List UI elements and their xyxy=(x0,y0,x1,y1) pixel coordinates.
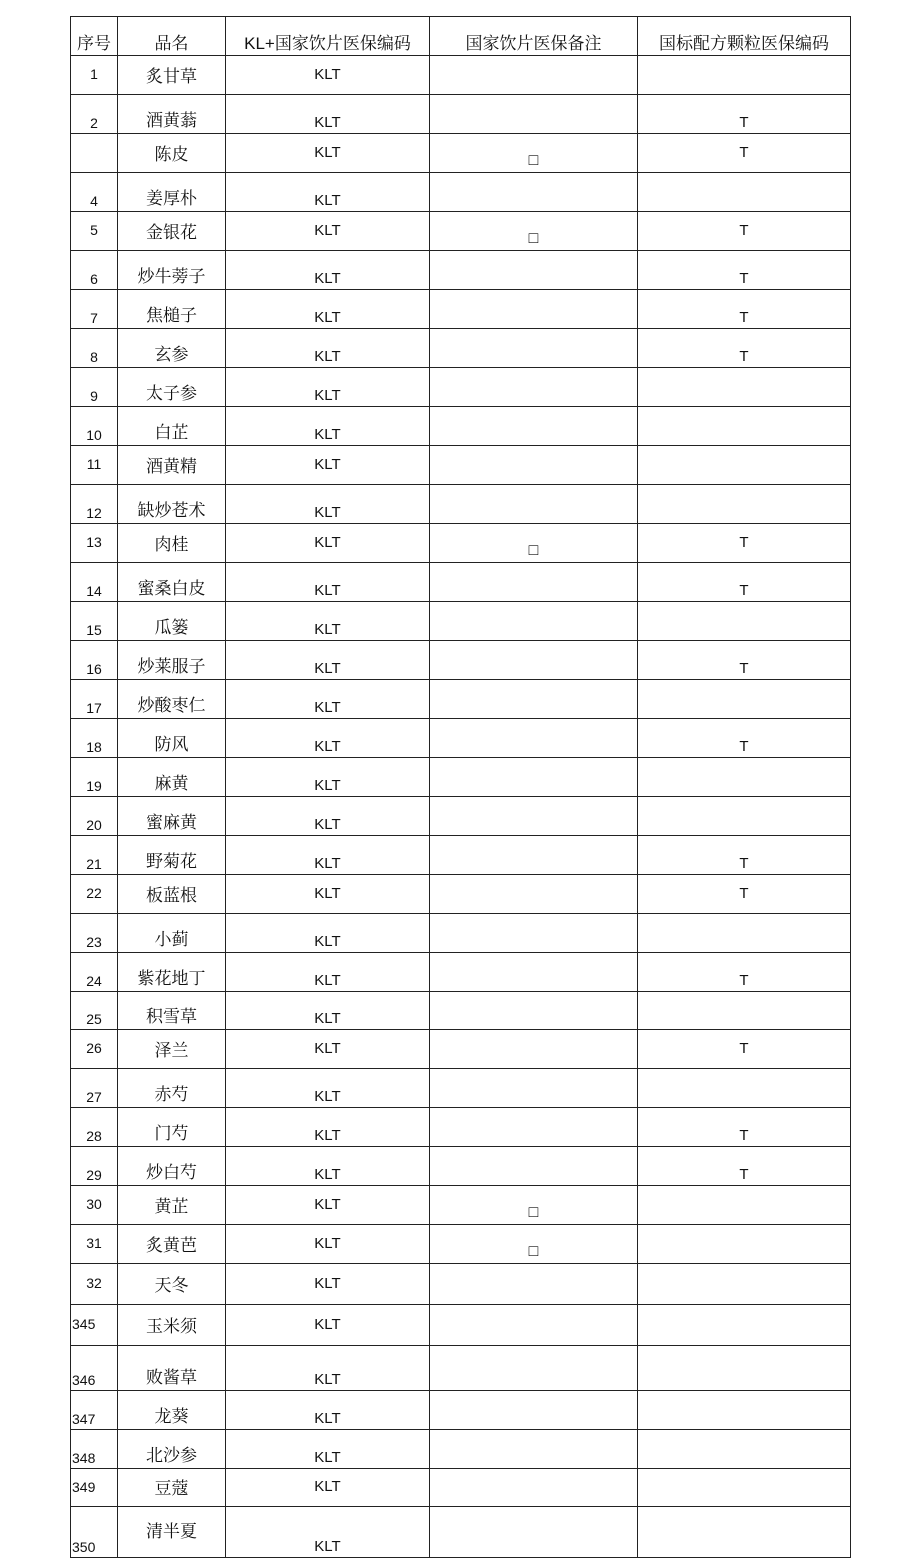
remark-cell xyxy=(430,992,638,1030)
seq-cell: 9 xyxy=(71,368,118,407)
name-cell: 炒莱服子 xyxy=(118,641,226,680)
name-cell: 陈皮 xyxy=(118,134,226,173)
remark-cell xyxy=(430,953,638,992)
seq-cell: 13 xyxy=(71,524,118,563)
kl-code-cell: KLT xyxy=(226,680,430,719)
kl-code-cell: KLT xyxy=(226,1507,430,1558)
name-cell: 炒牛蒡子 xyxy=(118,251,226,290)
seq-cell: 10 xyxy=(71,407,118,446)
granule-code-cell xyxy=(638,1186,851,1225)
table-row xyxy=(71,1391,851,1430)
granule-code-cell: T xyxy=(638,953,851,992)
table-row xyxy=(71,1346,851,1391)
table-row xyxy=(71,1225,851,1264)
seq-cell: 349 xyxy=(71,1469,118,1507)
table-row xyxy=(71,836,851,875)
table-row xyxy=(71,719,851,758)
kl-code-cell: KLT xyxy=(226,212,430,251)
remark-cell xyxy=(430,563,638,602)
kl-code-cell: KLT xyxy=(226,875,430,914)
table-row xyxy=(71,446,851,485)
herb-medical-insurance-table xyxy=(70,16,851,1558)
name-cell: 小蓟 xyxy=(118,914,226,953)
kl-code-cell: KLT xyxy=(226,758,430,797)
name-cell: 蜜麻黄 xyxy=(118,797,226,836)
seq-cell: 6 xyxy=(71,251,118,290)
granule-code-cell xyxy=(638,758,851,797)
table-row xyxy=(71,329,851,368)
kl-code-cell: KLT xyxy=(226,329,430,368)
granule-code-cell: T xyxy=(638,212,851,251)
table-row xyxy=(71,1147,851,1186)
name-cell: 酒黄精 xyxy=(118,446,226,485)
table-row xyxy=(71,251,851,290)
header-row xyxy=(71,17,851,56)
kl-code-cell: KLT xyxy=(226,1264,430,1305)
seq-cell: 22 xyxy=(71,875,118,914)
kl-code-cell: KLT xyxy=(226,953,430,992)
kl-code-cell: KLT xyxy=(226,641,430,680)
kl-code-cell: KLT xyxy=(226,914,430,953)
table-row xyxy=(71,1430,851,1469)
remark-cell xyxy=(430,95,638,134)
name-cell: 酒黄蓊 xyxy=(118,95,226,134)
remark-cell xyxy=(430,407,638,446)
seq-cell: 32 xyxy=(71,1264,118,1305)
name-cell: 紫花地丁 xyxy=(118,953,226,992)
seq-cell: 2 xyxy=(71,95,118,134)
name-cell: 炒白芍 xyxy=(118,1147,226,1186)
header-name: 品名 xyxy=(118,17,226,56)
table-row xyxy=(71,914,851,953)
kl-code-cell: KLT xyxy=(226,1469,430,1507)
table-row xyxy=(71,797,851,836)
table-row xyxy=(71,641,851,680)
remark-cell xyxy=(430,1346,638,1391)
remark-cell xyxy=(430,1305,638,1346)
remark-cell: □ xyxy=(430,524,638,563)
name-cell: 蜜桑白皮 xyxy=(118,563,226,602)
seq-cell: 347 xyxy=(71,1391,118,1430)
remark-cell: □ xyxy=(430,1225,638,1264)
granule-code-cell: T xyxy=(638,251,851,290)
kl-code-cell: KLT xyxy=(226,524,430,563)
remark-cell xyxy=(430,1469,638,1507)
table-row xyxy=(71,1186,851,1225)
table-row xyxy=(71,875,851,914)
seq-cell: 346 xyxy=(71,1346,118,1391)
remark-cell xyxy=(430,485,638,524)
name-cell: 玄参 xyxy=(118,329,226,368)
granule-code-cell xyxy=(638,1391,851,1430)
table-row xyxy=(71,1469,851,1507)
table-row xyxy=(71,1305,851,1346)
name-cell: 焦槌子 xyxy=(118,290,226,329)
seq-cell: 21 xyxy=(71,836,118,875)
remark-cell: □ xyxy=(430,1186,638,1225)
header-seq: 序号 xyxy=(71,17,118,56)
name-cell: 缺炒苍术 xyxy=(118,485,226,524)
seq-cell: 348 xyxy=(71,1430,118,1469)
name-cell: 豆蔻 xyxy=(118,1469,226,1507)
granule-code-cell: T xyxy=(638,1030,851,1069)
table-row xyxy=(71,680,851,719)
header-granule-code: 国标配方颗粒医保编码 xyxy=(638,17,851,56)
name-cell: 积雪草 xyxy=(118,992,226,1030)
name-cell: 炙黄芭 xyxy=(118,1225,226,1264)
kl-code-cell: KLT xyxy=(226,1225,430,1264)
seq-cell: 19 xyxy=(71,758,118,797)
kl-code-cell: KLT xyxy=(226,290,430,329)
table-row xyxy=(71,56,851,95)
seq-cell: 30 xyxy=(71,1186,118,1225)
name-cell: 板蓝根 xyxy=(118,875,226,914)
kl-code-cell: KLT xyxy=(226,134,430,173)
granule-code-cell xyxy=(638,407,851,446)
kl-code-cell: KLT xyxy=(226,1346,430,1391)
seq-cell: 8 xyxy=(71,329,118,368)
table-row xyxy=(71,758,851,797)
granule-code-cell xyxy=(638,1305,851,1346)
name-cell: 败酱草 xyxy=(118,1346,226,1391)
kl-code-cell: KLT xyxy=(226,836,430,875)
table-row xyxy=(71,173,851,212)
kl-code-cell: KLT xyxy=(226,992,430,1030)
remark-cell xyxy=(430,1430,638,1469)
table-row xyxy=(71,1030,851,1069)
table-row xyxy=(71,212,851,251)
granule-code-cell xyxy=(638,56,851,95)
table-row xyxy=(71,95,851,134)
remark-cell xyxy=(430,56,638,95)
granule-code-cell: T xyxy=(638,641,851,680)
remark-cell xyxy=(430,719,638,758)
granule-code-cell xyxy=(638,1225,851,1264)
remark-cell xyxy=(430,680,638,719)
granule-code-cell xyxy=(638,602,851,641)
table-row xyxy=(71,134,851,173)
kl-code-cell: KLT xyxy=(226,797,430,836)
granule-code-cell: T xyxy=(638,95,851,134)
name-cell: 龙葵 xyxy=(118,1391,226,1430)
granule-code-cell xyxy=(638,1469,851,1507)
seq-cell: 24 xyxy=(71,953,118,992)
granule-code-cell: T xyxy=(638,563,851,602)
seq-cell: 29 xyxy=(71,1147,118,1186)
table-row xyxy=(71,602,851,641)
granule-code-cell: T xyxy=(638,1108,851,1147)
remark-cell: □ xyxy=(430,212,638,251)
kl-code-cell: KLT xyxy=(226,1305,430,1346)
seq-cell: 25 xyxy=(71,992,118,1030)
kl-code-cell: KLT xyxy=(226,1030,430,1069)
table-row xyxy=(71,524,851,563)
seq-cell: 31 xyxy=(71,1225,118,1264)
remark-cell xyxy=(430,329,638,368)
kl-code-cell: KLT xyxy=(226,56,430,95)
header-remark: 国家饮片医保备注 xyxy=(430,17,638,56)
name-cell: 白芷 xyxy=(118,407,226,446)
seq-cell: 23 xyxy=(71,914,118,953)
table-row xyxy=(71,953,851,992)
remark-cell xyxy=(430,1147,638,1186)
name-cell: 太子参 xyxy=(118,368,226,407)
granule-code-cell xyxy=(638,1430,851,1469)
kl-code-cell: KLT xyxy=(226,602,430,641)
kl-code-cell: KLT xyxy=(226,95,430,134)
granule-code-cell xyxy=(638,1069,851,1108)
granule-code-cell xyxy=(638,680,851,719)
table-row xyxy=(71,1069,851,1108)
kl-code-cell: KLT xyxy=(226,719,430,758)
granule-code-cell: T xyxy=(638,875,851,914)
remark-cell: □ xyxy=(430,134,638,173)
seq-cell: 17 xyxy=(71,680,118,719)
kl-code-cell: KLT xyxy=(226,1069,430,1108)
name-cell: 北沙参 xyxy=(118,1430,226,1469)
seq-cell: 26 xyxy=(71,1030,118,1069)
remark-cell xyxy=(430,251,638,290)
remark-cell xyxy=(430,1030,638,1069)
seq-cell: 7 xyxy=(71,290,118,329)
table-row xyxy=(71,290,851,329)
kl-code-cell: KLT xyxy=(226,1108,430,1147)
name-cell: 肉桂 xyxy=(118,524,226,563)
header-kl-code: KL+国家饮片医保编码 xyxy=(226,17,430,56)
granule-code-cell xyxy=(638,797,851,836)
name-cell: 瓜篓 xyxy=(118,602,226,641)
remark-cell xyxy=(430,797,638,836)
seq-cell: 345 xyxy=(71,1305,118,1346)
table-row xyxy=(71,992,851,1030)
table-row xyxy=(71,563,851,602)
remark-cell xyxy=(430,1507,638,1558)
seq-cell: 14 xyxy=(71,563,118,602)
seq-cell xyxy=(71,134,118,173)
name-cell: 麻黄 xyxy=(118,758,226,797)
name-cell: 炒酸枣仁 xyxy=(118,680,226,719)
kl-code-cell: KLT xyxy=(226,407,430,446)
remark-cell xyxy=(430,1264,638,1305)
remark-cell xyxy=(430,758,638,797)
granule-code-cell xyxy=(638,1507,851,1558)
name-cell: 野菊花 xyxy=(118,836,226,875)
table-row xyxy=(71,1507,851,1558)
name-cell: 金银花 xyxy=(118,212,226,251)
kl-code-cell: KLT xyxy=(226,173,430,212)
seq-cell: 11 xyxy=(71,446,118,485)
seq-cell: 15 xyxy=(71,602,118,641)
granule-code-cell: T xyxy=(638,134,851,173)
seq-cell: 20 xyxy=(71,797,118,836)
kl-code-cell: KLT xyxy=(226,563,430,602)
remark-cell xyxy=(430,446,638,485)
name-cell: 天冬 xyxy=(118,1264,226,1305)
name-cell: 赤芍 xyxy=(118,1069,226,1108)
kl-code-cell: KLT xyxy=(226,1186,430,1225)
granule-code-cell xyxy=(638,992,851,1030)
table-row xyxy=(71,368,851,407)
seq-cell: 4 xyxy=(71,173,118,212)
remark-cell xyxy=(430,914,638,953)
remark-cell xyxy=(430,173,638,212)
table-row xyxy=(71,407,851,446)
kl-code-cell: KLT xyxy=(226,368,430,407)
granule-code-cell xyxy=(638,1346,851,1391)
kl-code-cell: KLT xyxy=(226,1391,430,1430)
seq-cell: 350 xyxy=(71,1507,118,1558)
granule-code-cell: T xyxy=(638,329,851,368)
name-cell: 门芍 xyxy=(118,1108,226,1147)
name-cell: 黄芷 xyxy=(118,1186,226,1225)
name-cell: 防风 xyxy=(118,719,226,758)
granule-code-cell xyxy=(638,173,851,212)
granule-code-cell: T xyxy=(638,1147,851,1186)
name-cell: 清半夏 xyxy=(118,1507,226,1558)
name-cell: 姜厚朴 xyxy=(118,173,226,212)
remark-cell xyxy=(430,1108,638,1147)
kl-code-cell: KLT xyxy=(226,446,430,485)
seq-cell: 18 xyxy=(71,719,118,758)
remark-cell xyxy=(430,290,638,329)
kl-code-cell: KLT xyxy=(226,251,430,290)
remark-cell xyxy=(430,1391,638,1430)
seq-cell: 1 xyxy=(71,56,118,95)
kl-code-cell: KLT xyxy=(226,1430,430,1469)
remark-cell xyxy=(430,641,638,680)
granule-code-cell: T xyxy=(638,836,851,875)
granule-code-cell xyxy=(638,914,851,953)
remark-cell xyxy=(430,836,638,875)
granule-code-cell: T xyxy=(638,290,851,329)
granule-code-cell xyxy=(638,485,851,524)
seq-cell: 27 xyxy=(71,1069,118,1108)
remark-cell xyxy=(430,368,638,407)
name-cell: 玉米须 xyxy=(118,1305,226,1346)
granule-code-cell xyxy=(638,446,851,485)
seq-cell: 5 xyxy=(71,212,118,251)
granule-code-cell: T xyxy=(638,524,851,563)
table-row xyxy=(71,1108,851,1147)
granule-code-cell xyxy=(638,368,851,407)
table-row xyxy=(71,1264,851,1305)
remark-cell xyxy=(430,875,638,914)
kl-code-cell: KLT xyxy=(226,485,430,524)
seq-cell: 12 xyxy=(71,485,118,524)
kl-code-cell: KLT xyxy=(226,1147,430,1186)
table-row xyxy=(71,485,851,524)
name-cell: 炙甘草 xyxy=(118,56,226,95)
remark-cell xyxy=(430,602,638,641)
name-cell: 泽兰 xyxy=(118,1030,226,1069)
seq-cell: 16 xyxy=(71,641,118,680)
seq-cell: 28 xyxy=(71,1108,118,1147)
granule-code-cell: T xyxy=(638,719,851,758)
granule-code-cell xyxy=(638,1264,851,1305)
remark-cell xyxy=(430,1069,638,1108)
